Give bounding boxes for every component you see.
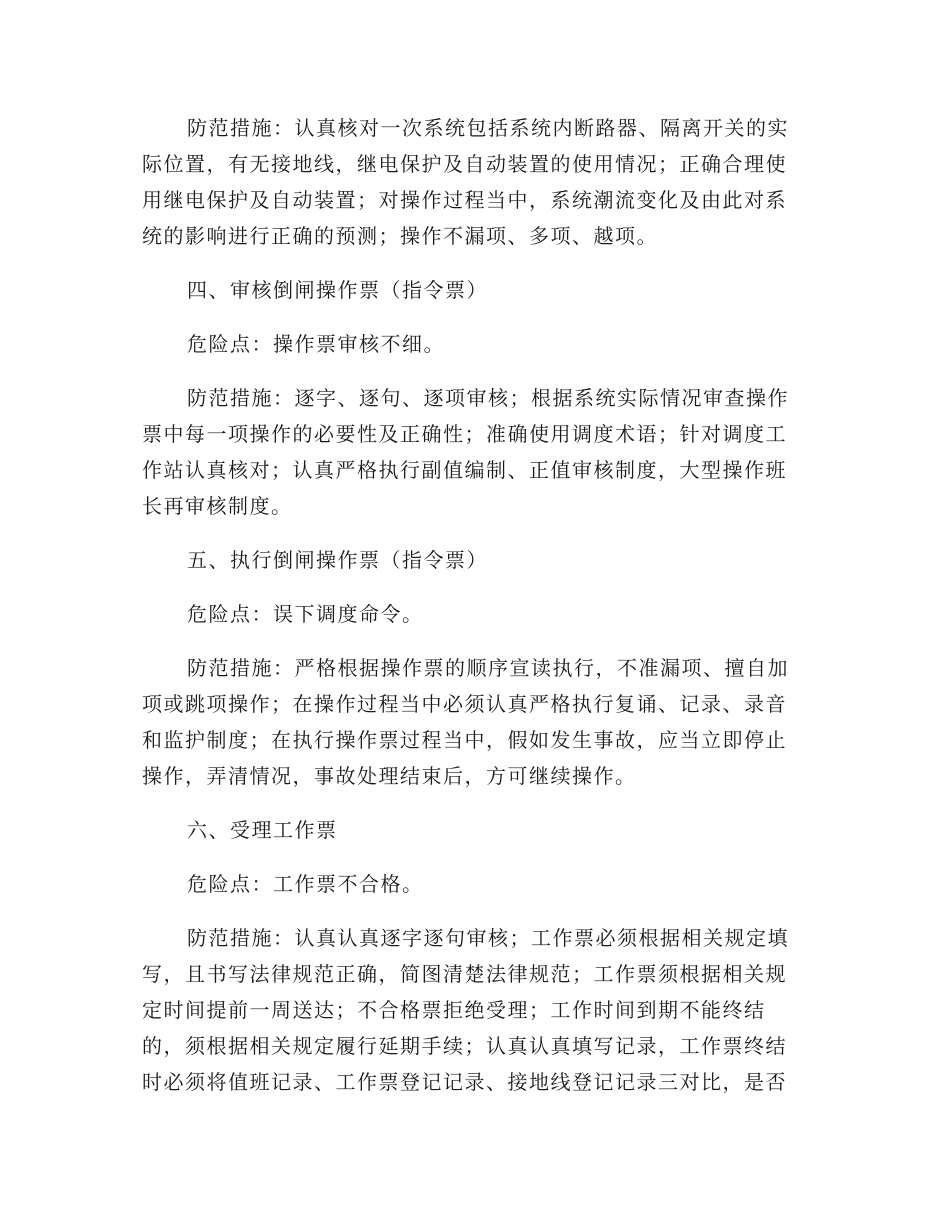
paragraph-line: 统的影响进行正确的预测；操作不漏项、多项、越项。 bbox=[142, 224, 658, 248]
paragraph-line: 危险点：工作票不合格。 bbox=[187, 872, 424, 896]
paragraph-line: 危险点：操作票审核不细。 bbox=[187, 332, 445, 356]
paragraph-line: 防范措施：严格根据操作票的顺序宣读执行，不准漏项、擅自加 bbox=[187, 656, 789, 680]
paragraph-line: 际位置，有无接地线，继电保护及自动装置的使用情况；正确合理使 bbox=[142, 152, 787, 176]
paragraph-line: 的，须根据相关规定履行延期手续；认真认真填写记录，工作票终结 bbox=[142, 1034, 787, 1058]
paragraph-line: 写，且书写法律规范正确，简图清楚法律规范；工作票须根据相关规 bbox=[142, 962, 787, 986]
paragraph-line: 用继电保护及自动装置；对操作过程当中，系统潮流变化及由此对系 bbox=[142, 188, 787, 212]
paragraph-line: 时必须将值班记录、工作票登记记录、接地线登记记录三对比，是否 bbox=[142, 1070, 787, 1094]
paragraph-line: 操作，弄清情况，事故处理结束后，方可继续操作。 bbox=[142, 764, 637, 788]
section-heading: 四、审核倒闸操作票（指令票） bbox=[187, 278, 488, 302]
paragraph-line: 票中每一项操作的必要性及正确性；准确使用调度术语；针对调度工 bbox=[142, 422, 787, 446]
paragraph-line: 防范措施：逐字、逐句、逐项审核；根据系统实际情况审查操作 bbox=[187, 386, 789, 410]
paragraph-line: 作站认真核对；认真严格执行副值编制、正值审核制度，大型操作班 bbox=[142, 458, 787, 482]
paragraph-line: 长再审核制度。 bbox=[142, 494, 293, 518]
paragraph-line: 定时间提前一周送达；不合格票拒绝受理；工作时间到期不能终结 bbox=[142, 998, 766, 1022]
paragraph-line: 防范措施：认真核对一次系统包括系统内断路器、隔离开关的实 bbox=[187, 116, 789, 140]
section-heading: 五、执行倒闸操作票（指令票） bbox=[187, 548, 488, 572]
paragraph-line: 危险点：误下调度命令。 bbox=[187, 602, 424, 626]
paragraph-line: 和监护制度；在执行操作票过程当中，假如发生事故，应当立即停止 bbox=[142, 728, 787, 752]
paragraph-line: 防范措施：认真认真逐字逐句审核；工作票必须根据相关规定填 bbox=[187, 926, 789, 950]
paragraph-line: 项或跳项操作；在操作过程当中必须认真严格执行复诵、记录、录音 bbox=[142, 692, 787, 716]
section-heading: 六、受理工作票 bbox=[187, 818, 338, 842]
